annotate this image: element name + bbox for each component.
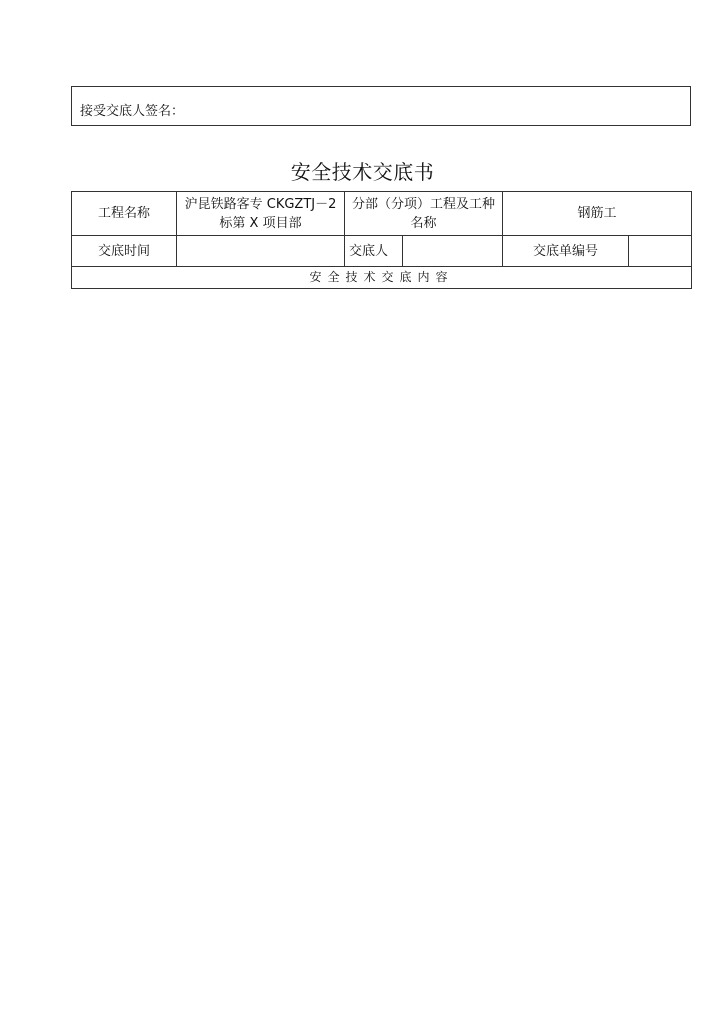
subproject-value: 钢筋工 bbox=[503, 192, 692, 236]
signature-label: 接受交底人签名： bbox=[80, 104, 185, 119]
table-row bbox=[72, 267, 692, 289]
content-header: 安全技术交底内容 bbox=[72, 267, 692, 289]
disclosure-number-label: 交底单编号 bbox=[503, 236, 629, 267]
project-name-label: 工程名称 bbox=[72, 192, 177, 236]
signature-box bbox=[71, 86, 691, 126]
table-row bbox=[72, 192, 692, 236]
subproject-label: 分部（分项）工程及工种名称 bbox=[345, 192, 503, 236]
disclosure-time-label: 交底时间 bbox=[72, 236, 177, 267]
disclosure-number-value[interactable] bbox=[629, 236, 692, 267]
disclosure-time-value[interactable] bbox=[177, 236, 345, 267]
table-row bbox=[72, 236, 692, 267]
disclosure-table bbox=[71, 191, 692, 289]
disclosure-person-value[interactable] bbox=[403, 236, 503, 267]
document-title: 安全技术交底书 bbox=[290, 160, 435, 184]
disclosure-person-label: 交底人 bbox=[345, 236, 403, 267]
project-name-value: 沪昆铁路客专 CKGZTJ－2 标第 X 项目部 bbox=[177, 192, 345, 236]
